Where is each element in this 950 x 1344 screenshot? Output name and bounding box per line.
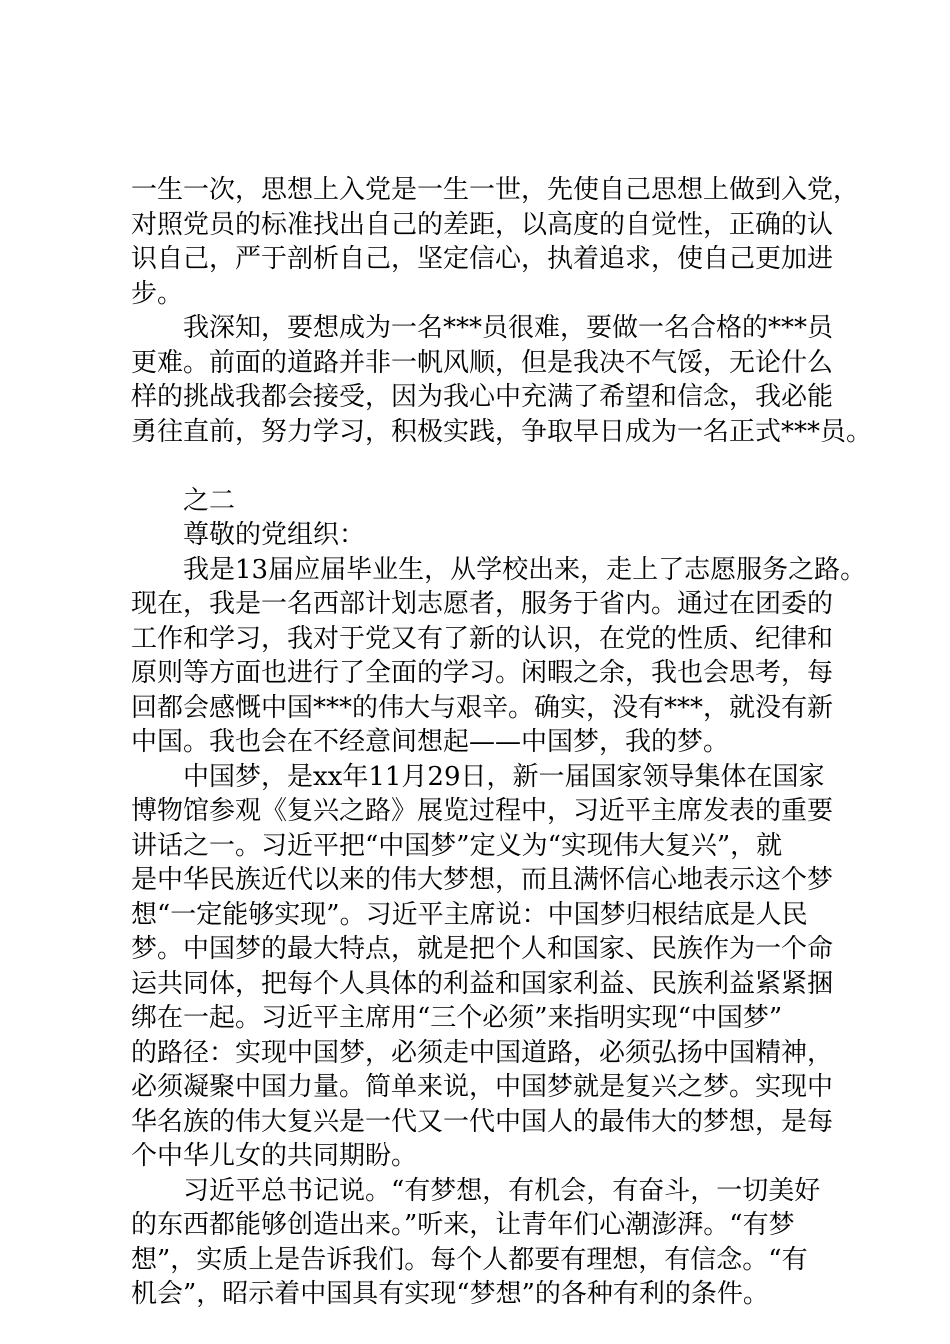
text-line: 工作和学习，我对于党又有了新的认识，在党的性质、纪律和 xyxy=(131,623,834,654)
text-line: 一生一次，思想上入党是一生一世，先使自己思想上做到入党， xyxy=(131,175,860,205)
text-line: 的路径：实现中国梦，必须走中国道路，必须弘扬中国精神， xyxy=(131,1037,834,1068)
text-line: 讲话之一。习近平把“中国梦”定义为“实现伟大复兴”，就 xyxy=(131,830,783,861)
document-body xyxy=(131,173,873,1312)
text-line: 回都会感慨中国***的伟大与艰辛。确实，没有***，就没有新 xyxy=(131,692,834,723)
text-line: 想“一定能够实现”。习近平主席说：中国梦归根结底是人民 xyxy=(131,899,808,930)
paragraph-china-dream xyxy=(131,760,834,1174)
text-line: 勇往直前，努力学习，积极实践，争取早日成为一名正式***员。 xyxy=(131,416,873,447)
paragraph-resolution xyxy=(131,311,873,449)
text-line: 想”，实质上是告诉我们。每个人都要有理想，有信念。“有 xyxy=(131,1244,808,1275)
text-line: 梦。中国梦的最大特点，就是把个人和国家、民族作为一个命 xyxy=(131,934,834,964)
text-line: 个中华儿女的共同期盼。 xyxy=(131,1141,418,1171)
text-line: 是中华民族近代以来的伟大梦想，而且满怀信心地表示这个梦 xyxy=(131,865,834,895)
text-line: 运共同体，把每个人具体的利益和国家利益、民族利益紧紧捆 xyxy=(131,968,834,999)
paragraph-continuation xyxy=(131,173,860,311)
text-line: 中国。我也会在不经意间想起——中国梦，我的梦。 xyxy=(131,727,730,757)
text-line: 习近平总书记说。“有梦想，有机会，有奋斗，一切美好 xyxy=(183,1175,821,1206)
text-line: 更难。前面的道路并非一帆风顺，但是我决不气馁，无论什么 xyxy=(131,347,834,378)
blank-line xyxy=(131,449,831,484)
section-heading: 之二 xyxy=(183,485,236,516)
text-line: 必须凝聚中国力量。简单来说，中国梦就是复兴之梦。实现中 xyxy=(131,1072,834,1102)
paragraph-introduction xyxy=(131,553,867,760)
text-line: 对照党员的标准找出自己的差距，以高度的自觉性，正确的认 xyxy=(131,209,834,240)
text-line: 中国梦，是xx年11月29日，新一届国家领导集体在国家 xyxy=(183,761,825,792)
text-line: 识自己，严于剖析自己，坚定信心，执着追求，使自己更加进 xyxy=(131,244,834,274)
text-line: 机会”，昭示着中国具有实现“梦想”的各种有利的条件。 xyxy=(131,1279,769,1309)
text-line: 绑在一起。习近平主席用“三个必须”来指明实现“中国梦” xyxy=(131,1003,783,1033)
text-line: 样的挑战我都会接受，因为我心中充满了希望和信念，我必能 xyxy=(131,382,834,412)
text-line: 现在，我是一名西部计划志愿者，服务于省内。通过在团委的 xyxy=(131,589,834,619)
paragraph-quote xyxy=(131,1174,831,1312)
text-line: 原则等方面也进行了全面的学习。闲暇之余，我也会思考，每 xyxy=(131,658,834,688)
text-line: 华名族的伟大复兴是一代又一代中国人的最伟大的梦想，是每 xyxy=(131,1106,834,1137)
text-line: 步。 xyxy=(131,278,184,309)
text-line: 我是13届应届毕业生，从学校出来，走上了志愿服务之路。 xyxy=(183,554,867,585)
text-line: 我深知，要想成为一名***员很难，要做一名合格的***员 xyxy=(183,313,834,343)
text-line: 的东西都能够创造出来。”听来，让青年们心潮澎湃。“有梦 xyxy=(131,1210,795,1240)
salutation: 尊敬的党组织： xyxy=(183,520,366,550)
text-line: 博物馆参观《复兴之路》展览过程中，习近平主席发表的重要 xyxy=(131,796,834,826)
